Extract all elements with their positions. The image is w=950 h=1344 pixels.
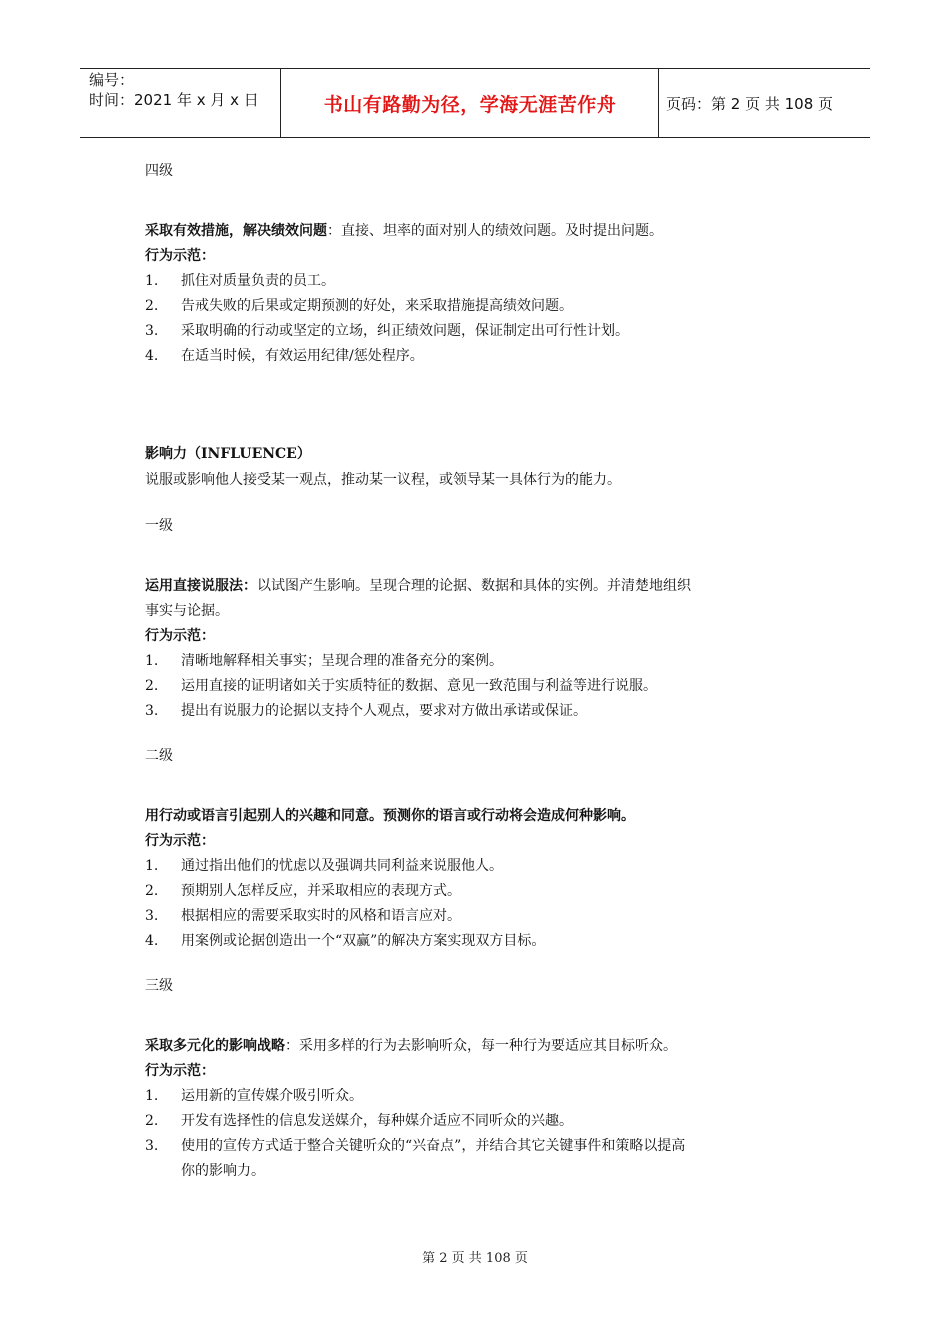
list-item-text: 告戒失败的后果或定期预测的好处，来采取措施提高绩效问题。 <box>181 298 573 314</box>
list-item <box>145 881 815 901</box>
list-item-continuation: 你的影响力。 <box>181 1163 265 1179</box>
list-item <box>145 906 815 926</box>
list-item-text: 抓住对质量负责的员工。 <box>181 273 335 289</box>
list-item-number: 3. <box>145 323 159 339</box>
list-item-number: 1. <box>145 273 159 289</box>
level2-behavior-label: 行为示范： <box>145 833 215 849</box>
list-item-number: 1. <box>145 1088 159 1104</box>
id-label: 编号： <box>89 71 135 89</box>
list-item <box>145 1111 815 1131</box>
list-item-text: 采取明确的行动或坚定的立场，纠正绩效问题，保证制定出可行性计划。 <box>181 323 629 339</box>
list-item <box>145 1086 815 1106</box>
level4-heading-rest: ：直接、坦率的面对别人的绩效问题。及时提出问题。 <box>327 223 663 239</box>
list-item-number: 3. <box>145 703 159 719</box>
list-item <box>145 346 815 366</box>
header-page-number: 页码：第 2 页 共 108 页 <box>666 94 834 113</box>
level1-heading-rest: 以试图产生影响。呈现合理的论据、数据和具体的实例。并清楚地组织 <box>257 578 691 594</box>
list-item-number: 2. <box>145 883 159 899</box>
list-item <box>145 1136 815 1156</box>
level1-heading <box>145 576 691 596</box>
list-item-number: 2. <box>145 298 159 314</box>
list-item-text: 开发有选择性的信息发送媒介，每种媒介适应不同听众的兴趣。 <box>181 1113 573 1129</box>
section-title-level2: 二级 <box>145 748 173 764</box>
section-title-level4: 四级 <box>145 163 173 179</box>
list-item-text: 使用的宣传方式适于整合关键听众的“兴奋点”，并结合其它关键事件和策略以提高 <box>181 1138 686 1154</box>
level1-heading-bold: 运用直接说服法： <box>145 578 257 594</box>
list-item-text: 用案例或论据创造出一个“双赢”的解决方案实现双方目标。 <box>181 933 546 949</box>
list-item-text: 通过指出他们的忧虑以及强调共同利益来说服他人。 <box>181 858 503 874</box>
list-item-number: 2. <box>145 678 159 694</box>
date-label: 时间：2021 年 x 月 x 日 <box>89 91 259 109</box>
page-footer: 第 2 页 共 108 页 <box>422 1251 528 1266</box>
list-item <box>145 271 815 291</box>
list-item <box>145 931 815 951</box>
list-item-text: 在适当时候，有效运用纪律/惩处程序。 <box>181 348 424 364</box>
list-item-number: 4. <box>145 933 159 949</box>
list-item-text: 提出有说服力的论据以支持个人观点，要求对方做出承诺或保证。 <box>181 703 587 719</box>
list-item-number: 2. <box>145 1113 159 1129</box>
list-item-number: 3. <box>145 908 159 924</box>
level1-heading-continued: 事实与论据。 <box>145 603 229 619</box>
list-item-text: 清晰地解释相关事实；呈现合理的准备充分的案例。 <box>181 653 503 669</box>
list-item-text: 运用直接的证明诸如关于实质特征的数据、意见一致范围与利益等进行说服。 <box>181 678 657 694</box>
list-item <box>145 856 815 876</box>
level1-behavior-label: 行为示范： <box>145 628 215 644</box>
section-title-level1: 一级 <box>145 518 173 534</box>
influence-description: 说服或影响他人接受某一观点，推动某一议程，或领导某一具体行为的能力。 <box>145 472 621 488</box>
level3-behavior-label: 行为示范： <box>145 1063 215 1079</box>
header-meta <box>80 69 281 137</box>
list-item <box>145 676 815 696</box>
list-item-text: 运用新的宣传媒介吸引听众。 <box>181 1088 363 1104</box>
list-item <box>145 651 815 671</box>
section-title-level3: 三级 <box>145 978 173 994</box>
influence-title: 影响力（INFLUENCE） <box>145 446 311 462</box>
level3-heading <box>145 1036 677 1056</box>
level3-heading-bold: 采取多元化的影响战略 <box>145 1038 285 1054</box>
level3-heading-rest: ：采用多样的行为去影响听众，每一种行为要适应其目标听众。 <box>285 1038 677 1054</box>
list-item-number: 1. <box>145 858 159 874</box>
list-item-number: 1. <box>145 653 159 669</box>
level4-heading-bold: 采取有效措施，解决绩效问题 <box>145 223 327 239</box>
document-header <box>80 68 870 138</box>
level4-behavior-label: 行为示范： <box>145 248 215 264</box>
list-item <box>145 296 815 316</box>
list-item-number: 3. <box>145 1138 159 1154</box>
list-item-text: 预期别人怎样反应，并采取相应的表现方式。 <box>181 883 461 899</box>
header-motto: 书山有路勤为径，学海无涯苦作舟 <box>282 69 659 137</box>
list-item <box>145 701 815 721</box>
list-item-text: 根据相应的需要采取实时的风格和语言应对。 <box>181 908 461 924</box>
level2-heading: 用行动或语言引起别人的兴趣和同意。预测你的语言或行动将会造成何种影响。 <box>145 808 635 824</box>
list-item <box>145 321 815 341</box>
list-item-number: 4. <box>145 348 159 364</box>
level4-heading <box>145 221 663 241</box>
